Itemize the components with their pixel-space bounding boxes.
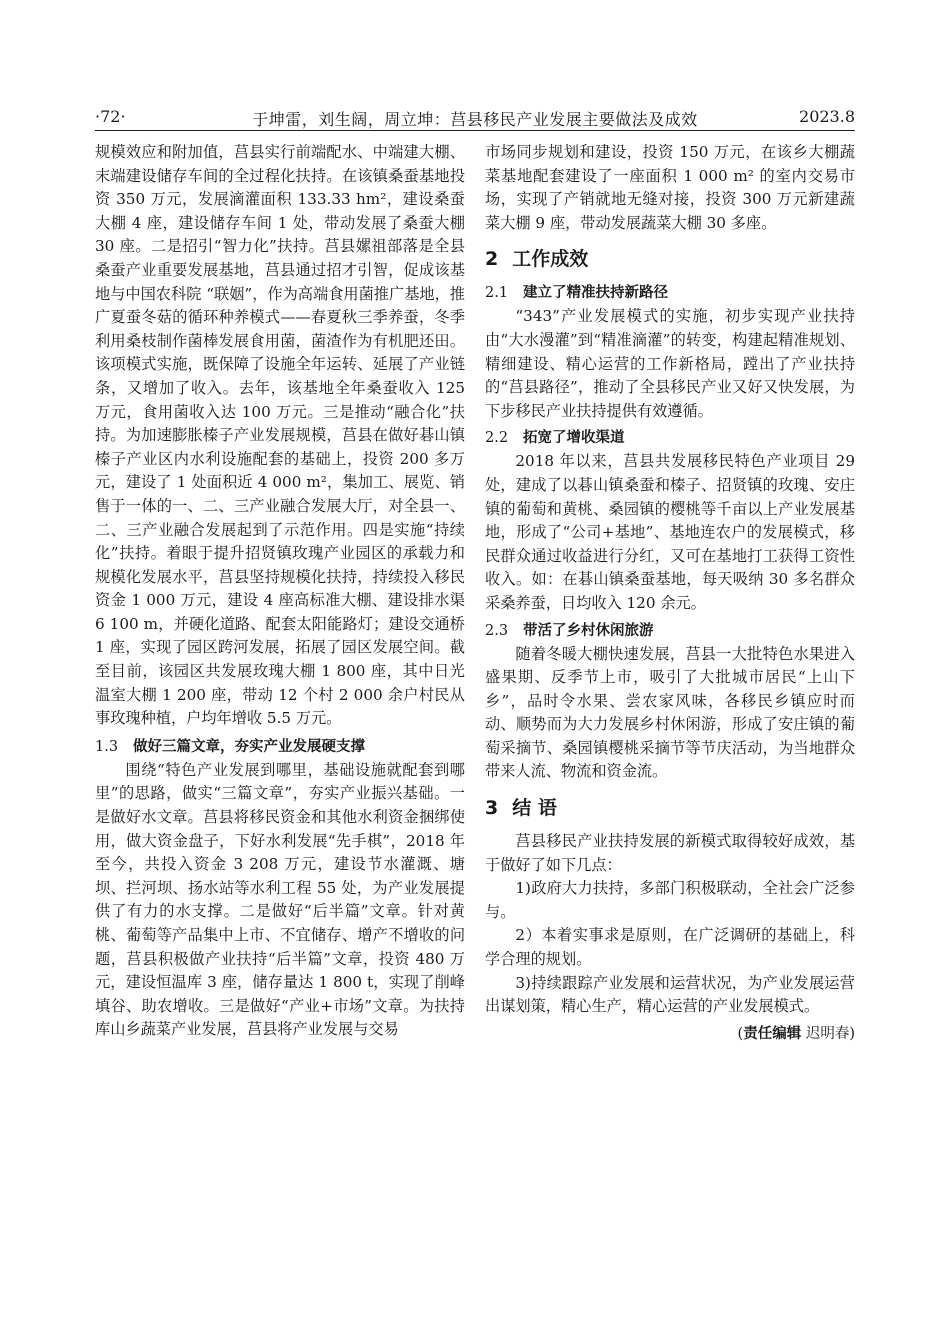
section-title: 拓宽了增收渠道 xyxy=(523,429,625,447)
editor-label: 责任编辑 xyxy=(743,1025,802,1042)
section-number: 2.1 xyxy=(485,285,509,302)
left-column xyxy=(95,141,465,1042)
section-title: 结 语 xyxy=(512,797,557,820)
list-item: 1)政府大力扶持，多部门积极联动，全社会广泛参与。 xyxy=(485,879,855,921)
issue-date: 2023.8 xyxy=(799,107,855,126)
running-title: 于坤雷，刘生阔，周立坤：莒县移民产业发展主要做法及成效 xyxy=(252,110,698,129)
section-number: 2.3 xyxy=(485,622,509,639)
paragraph: “343”产业发展模式的实施，初步实现产业扶持由“大水漫灌”到“精准滴灌”的转变，构建起精准规划、精细建设、精心运营的工作新格局，蹚出了产业扶持的“莒县路径”，推动了全县移民产业又好又快发展，为下步移民产业扶持提供有效遵循。 xyxy=(485,307,855,420)
paragraph: 莒县移民产业扶持发展的新模式取得较好成效，基于做好了如下几点： xyxy=(485,832,855,874)
running-header xyxy=(95,105,855,131)
editor-name: 迟明春 xyxy=(805,1025,850,1042)
section-number: 3 xyxy=(485,797,499,820)
paragraph: 2018 年以来，莒县共发展移民特色产业项目 29 处，建成了以碁山镇桑蚕和榛子、招贤镇的玫瑰、安庄镇的葡萄和黄桃、桑园镇的樱桃等千亩以上产业发展基地，形成了“公司+基地”、基地连农户的发展模式，移民群众通过收益进行分红，又可在基地打工获得工资性收入。如：在碁山镇桑蚕基地，每天吸纳 30 多名群众采桑养蚕，日均收入 120 余元。 xyxy=(485,452,855,612)
section-2-1-heading xyxy=(485,281,855,305)
section-title: 建立了精准扶持新路径 xyxy=(523,284,668,302)
page-number: ·72· xyxy=(95,107,126,126)
editor-credit: (责任编辑 迟明春) xyxy=(737,1025,855,1042)
section-3-heading xyxy=(485,795,855,821)
list-item: 3)持续跟踪产业发展和运营状况，为产业发展运营出谋划策，精心生产，精心运营的产业发展模式。 xyxy=(485,973,855,1016)
section-number: 1.3 xyxy=(95,738,119,755)
section-2-heading xyxy=(485,246,855,272)
section-title: 做好三篇文章，夯实产业发展硬支撑 xyxy=(133,737,365,755)
paragraph: 规模效应和附加值，莒县实行前端配水、中端建大棚、末端建设储存车间的全过程化扶持。在该镇桑蚕基地投资 350 万元，发展滴灌面积 133.33 hm²，建设桑蚕大棚 4 座，建设储存车间 1 处，带动发展了桑蚕大棚 30 座。二是招引“智力化”扶持。莒县嫘祖部落是全县桑蚕产业重要发展基地，莒县通过招才引智，促成该基地与中国农科院 “联姻”，作为高端食用菌推广基地，推广夏蚕冬菇的循环种养模式——春夏秋三季养蚕，冬季利用桑枝制作菌棒发展食用菌，菌渣作为有机肥还田。该项模式实施，既保障了设施全年运转、延展了产业链条，又增加了收入。去年，该基地全年桑蚕收入 125 万元，食用菌收入达 100 万元。三是推动“融合化”扶持。为加速膨胀榛子产业发展规模，莒县在做好碁山镇榛子产业区内水利设施配套的基础上，投资 200 多万元，建设了 1 处面积近 4 000 m²，集加工、展览、销售于一体的一、二、三产业融合发展大厅，对全县一、二、三产业融合发展起到了示范作用。四是实施“持续化”扶持。着眼于提升招贤镇玫瑰产业园区的承载力和规模化发展水平，莒县坚持规模化扶持，持续投入移民资金 1 000 万元，建设 4 座高标准大棚、建设排水渠 6 100 m，并硬化道路、配套太阳能路灯；建设交通桥 1 座，实现了园区跨河发展，拓展了园区发展空间。截至目前，该园区共发展玫瑰大棚 1 800 座，其中日光温室大棚 1 200 座，带动 12 个村 2 000 余户村民从事玫瑰种植，户均年增收 5.5 万元。 xyxy=(95,143,465,728)
list-item: 2）本着实事求是原则，在广泛调研的基础上，科学合理的规划。 xyxy=(485,926,855,969)
section-1-3-heading xyxy=(95,735,465,759)
paragraph: 随着冬暖大棚快速发展，莒县一大批特色水果进入盛果期、反季节上市，吸引了大批城市居民“上山下乡”，品时令水果、尝农家风味，各移民乡镇应时而动、顺势而为大力发展乡村休闲游，形成了安庄镇的葡萄采摘节、桑园镇樱桃采摘节等节庆活动，为当地群众带来人流、物流和资金流。 xyxy=(485,644,855,781)
section-number: 2.2 xyxy=(485,430,509,447)
right-column xyxy=(485,141,855,1046)
section-2-2-heading xyxy=(485,426,855,450)
section-title: 工作成效 xyxy=(512,248,589,271)
header-rule xyxy=(95,130,855,131)
section-number: 2 xyxy=(485,248,499,271)
paragraph: 市场同步规划和建设，投资 150 万元，在该乡大棚蔬菜基地配套建设了一座面积 1 000 m² 的室内交易市场，实现了产销就地无缝对接，投资 300 万元新建蔬菜大棚 9 座，带动发展蔬菜大棚 30 多座。 xyxy=(485,143,855,232)
section-2-3-heading xyxy=(485,619,855,643)
paragraph: 围绕“特色产业发展到哪里，基础设施就配套到哪里”的思路，做实“三篇文章”，夯实产业振兴基础。一是做好水文章。莒县将移民资金和其他水利资金捆绑使用，做大资金盘子，下好水利发展“先手棋”，2018 年至今，共投入资金 3 208 万元，建设节水灌溉、塘坝、拦河坝、扬水站等水利工程 55 处，为产业发展提供了有力的水支撑。二是做好“后半篇”文章。针对黄桃、葡萄等产品集中上市、不宜储存、增产不增收的问题，莒县积极做产业扶持“后半篇”文章，投资 480 万元，建设恒温库 3 座，储存量达 1 800 t，实现了削峰填谷、助农增收。三是做好“产业+市场”文章。为扶持库山乡蔬菜产业发展，莒县将产业发展与交易 xyxy=(95,760,465,1039)
section-title: 带活了乡村休闲旅游 xyxy=(523,621,654,639)
